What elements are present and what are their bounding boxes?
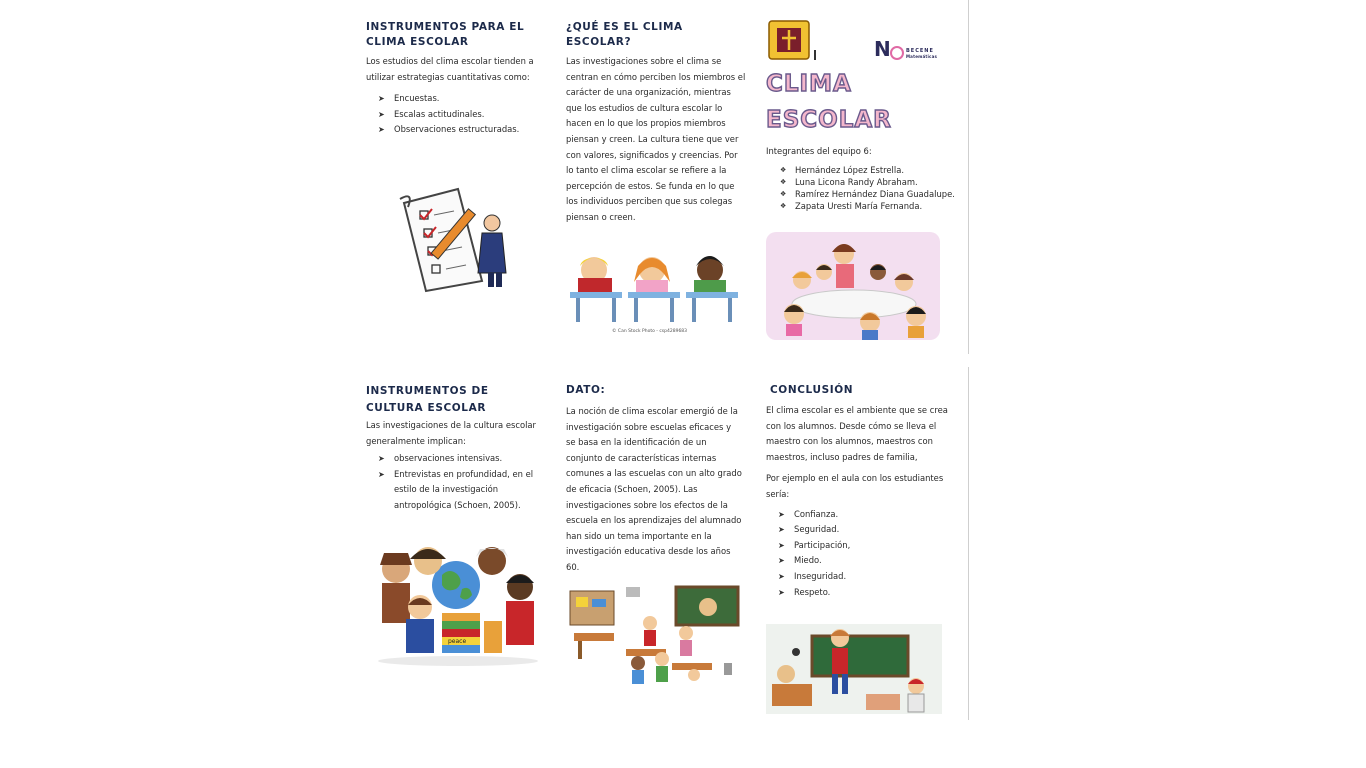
heading-instrumentos-clima-line2: CLIMA ESCOLAR (366, 36, 469, 48)
paragraph-ejemplo: Por ejemplo en el aula con los estudiantes sería: (766, 473, 944, 499)
list-item: ➤ Inseguridad. (778, 569, 948, 585)
gear-icon (890, 46, 904, 60)
list-item: ➤ Confianza. (778, 507, 948, 523)
list-item: ➤ Encuestas. (378, 91, 544, 107)
list-item: ❖ Ramírez Hernández Diana Guadalupe. (780, 188, 956, 200)
book-label: peace (448, 638, 467, 645)
list-item: ➤ Miedo. (778, 553, 948, 569)
diverse-children-globe-illustration (368, 539, 544, 669)
heading-conclusion: CONCLUSIÓN (770, 384, 854, 396)
paragraph-conclusion: El clima escolar es el ambiente que se crea con los alumnos. Desde cómo se lleva el maestro con los alumnos, maestros con maestros, incluso padres de familia, (766, 405, 948, 462)
classroom-teacher-illustration (766, 232, 940, 340)
classroom-students-illustration (566, 583, 742, 691)
heading-que-es-line1: ¿QUÉ ES EL CLIMA (566, 21, 683, 33)
logo-divider (814, 50, 816, 60)
list-conclusion (778, 507, 948, 601)
brochure-page-bottom (356, 367, 969, 720)
school-crest-logo (768, 20, 810, 60)
paragraph-dato: La noción de clima escolar emergió de la investigación sobre escuelas eficaces y se basa en la identificación de un conjunto de características internas comunes a las escuelas con un alto grado de eficacia (Schoen, 2005). Las investigaciones sobre los efectos de la escuela en los aprendizajes del alumnado han sido un tema importante en la investigación educativa desde los años 60. (566, 406, 742, 572)
heading-dato: DATO: (566, 384, 606, 396)
heading-que-es-line2: ESCOLAR? (566, 36, 632, 48)
becene-logo (874, 38, 944, 62)
list-item: ➤ Observaciones estructuradas. (378, 122, 544, 138)
paragraph-cultura-intro: Las investigaciones de la cultura escolar generalmente implican: (366, 420, 536, 446)
becene-logo-subtext: Matemáticas (906, 54, 938, 59)
list-item: ➤ observaciones intensivas. (378, 451, 544, 467)
list-item: ➤ Entrevistas en profundidad, en el estilo de la investigación antropológica (Schoen, 2005). (378, 467, 544, 514)
heading-instrumentos-clima-line1: INSTRUMENTOS PARA EL (366, 21, 525, 33)
becene-logo-letter: N (874, 37, 891, 61)
heading-instrumentos-cultura-line1: INSTRUMENTOS DE (366, 385, 489, 397)
list-item: ❖ Zapata Uresti María Fernanda. (780, 200, 956, 212)
list-item: ➤ Seguridad. (778, 522, 948, 538)
list-item: ➤ Participación, (778, 538, 948, 554)
list-item: ❖ Hernández López Estrella. (780, 164, 956, 176)
team-members-list (780, 164, 956, 212)
image-credit: © Can Stock Photo - csp4289683 (612, 329, 688, 334)
paragraph-que-es: Las investigaciones sobre el clima se centran en cómo perciben los miembros el carácter de una organización, mientras que los estudios de cultura escolar lo hacen en lo que los propios miembros piensan y creen. La cultura tiene que ver con valores, significados y creencias. Por lo tanto el clima escolar se refiere a la percepción de estos. Se funda en lo que los individuos perciben que sus colegas piensan o creen. (566, 56, 746, 222)
list-item: ➤ Respeto. (778, 585, 948, 601)
becene-logo-text: BECENE (906, 48, 934, 54)
list-item: ❖ Luna Licona Randy Abraham. (780, 176, 956, 188)
list-item: ➤ Escalas actitudinales. (378, 107, 544, 123)
team-label: Integrantes del equipo 6: (766, 146, 872, 156)
list-instrumentos (378, 91, 544, 138)
cover-title-line2: ESCOLAR (766, 107, 892, 133)
brochure-page-top (356, 0, 969, 354)
bullying-classroom-illustration (766, 624, 942, 714)
cover-title-line1: CLIMA (766, 71, 852, 97)
heading-instrumentos-cultura-line2: CULTURA ESCOLAR (366, 402, 487, 414)
list-instrumentos-cultura (378, 451, 544, 513)
checklist-illustration (396, 185, 516, 293)
paragraph-intro: Los estudios del clima escolar tienden a utilizar estrategias cuantitativas como: (366, 56, 534, 82)
students-desks-illustration (566, 252, 742, 334)
